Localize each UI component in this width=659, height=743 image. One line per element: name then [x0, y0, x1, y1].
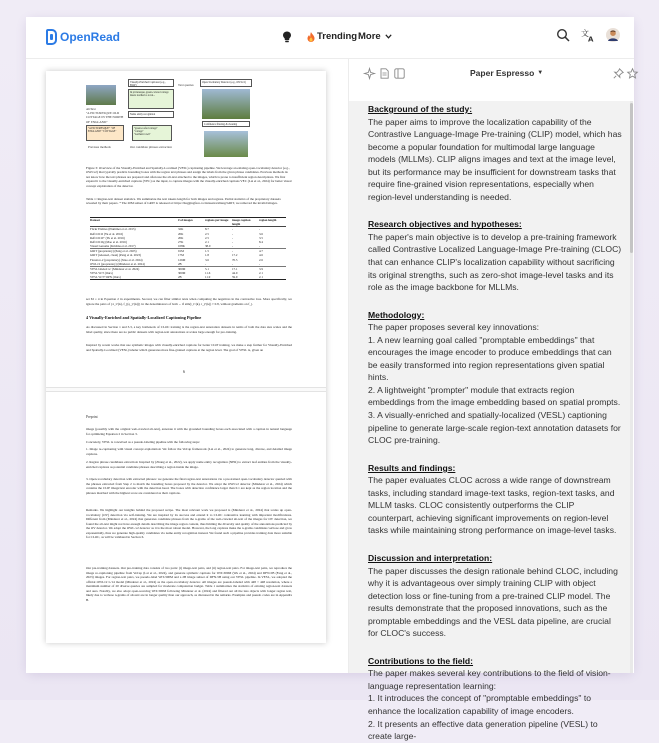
- table-cell: 17M: [178, 253, 184, 258]
- table-cell: -: [259, 227, 261, 232]
- search-icon[interactable]: [556, 28, 570, 42]
- table-cell: 5.1: [205, 266, 209, 271]
- table-cell: 3.6: [205, 257, 209, 262]
- trending-label: Trending: [317, 31, 358, 42]
- table-cell: -: [259, 244, 261, 249]
- alttext-caption: "A PICTURESQUE OLD COTTAGE IN THE NORTH OF ENGLAND": [86, 111, 124, 124]
- query-phrase-3: "northern town": [134, 133, 151, 137]
- table-cell: RefCOCOg (Mao et al. 2016): [90, 239, 127, 244]
- table-cell: 17.2: [232, 253, 238, 258]
- summary-section-title: Contributions to the field:: [368, 655, 474, 666]
- svg-text:A: A: [588, 35, 594, 44]
- table-cell: 2.1: [205, 239, 209, 244]
- summary-section-body: The paper proposes several key innovations: 1. A new learning goal called "promptable embeddings" that encourages the image encoder to produce embeddings that can be easily transformed into region representations given spatial hints. 2. A lightweight "prompter" module that extracts region embeddings from the image embedding based on spatial prompts. 3. A visually-enriched and spatially-localized (VESL) captioning pipeline to generate large-scale region-text annotation datasets for CLOC pre-training.: [368, 322, 621, 446]
- remarks-paragraph: Remarks. We highlight our insights behind the proposed recipe. The most relevant work we proposed is (Minderer et al., 2024) that scales up open-vocabulary (OV) detection via self-training. We are inspired by its success and extend it to CLOC contrastive learning with important modifications. Different from (Minderer et al., 2024) that generates candidate phrases from the n-grams of the web-crawled alt-text of the images for OV detection, we found the alt-text might not have enough details describing the image region content, thus limiting the diversity and quality of the annotations predicted by the OV detector. We adopt the OWL-v2 detector as it is the most robust model. However, the long captions make the n-grams candidates verbose and grow exponentially, thus we generate high-quality candidates via name entity recognition instead. We found such a pipeline provides training data more suitable for CLOC, as will be validated in Section 6.: [86, 508, 292, 540]
- table-cell: 44.9: [232, 271, 238, 276]
- star-icon[interactable]: [627, 68, 638, 79]
- table-cell: 11.9: [205, 275, 211, 280]
- table-header-row: [90, 218, 286, 227]
- table-cell: RefCOCO+ (Yu et al. 2016): [90, 235, 125, 240]
- flame-icon: [307, 32, 315, 42]
- table-cell: 17.1: [232, 266, 238, 271]
- section-4-paragraph-1: As discussed in Section 1 and 3.3, a key bottleneck of CLOC training is the region-text annotation datasets in terms of both the data size scales and the label quality, since there are no public datasets with region-text annotations at scales large enough for pre-training.: [86, 325, 292, 334]
- alttext-label: AltText: [86, 107, 96, 111]
- summary-section-title: Background of the study:: [368, 104, 473, 114]
- app-name: OpenRead: [60, 30, 121, 44]
- summary-section-body: The paper makes several key contributions to the field of vision-language representation learning: 1. It introduces the concept of "promptable embeddings" to enhance the localization capability of image encoders. 2. It presents an effective data generation pipeline (VESL) to create large-: [368, 668, 611, 742]
- pdf-page: [46, 71, 326, 643]
- table-cell: 11.6: [205, 271, 211, 276]
- summary-style-label: Paper Espresso: [470, 68, 535, 78]
- app-window: [26, 17, 634, 742]
- figure-photo-thumbnail: [86, 85, 116, 105]
- previous-methods-label: Previous methods: [88, 145, 111, 149]
- table-cell: Visual Genome (Krishna et al. 2017): [90, 244, 136, 249]
- query-phrases-box: [132, 125, 172, 141]
- vesl-step-1: 1. Image re-captioning with visual concept exploitation: We follow the VeCap framework (Lai et al., 2024) to generate long, diverse, and detailed image captions.: [86, 447, 292, 456]
- table-cell: VESL W/T (Ours): [90, 271, 113, 276]
- table-cell: 2B: [178, 275, 182, 280]
- table-cell: VESL labeled w/ (Minderer et al. 2024): [90, 266, 140, 271]
- table-cell: 126M: [178, 257, 186, 262]
- table-header-cell: region length: [259, 218, 277, 222]
- detector-box: Open-Vocabulary Detector (e.g., OWLv2): [200, 79, 252, 87]
- table-cell: 300M: [178, 271, 186, 276]
- table-cell: 300M: [178, 266, 186, 271]
- table-cell: -: [205, 261, 207, 266]
- table-header-cell: regions per image: [205, 218, 229, 222]
- scrollbar-thumb[interactable]: [630, 103, 633, 253]
- ours-label: Our candidate phrases extraction: [130, 145, 172, 149]
- table-header-cell: image caption length: [232, 218, 251, 227]
- table-header-cell: # of images: [178, 218, 193, 222]
- table-cell: 8.4: [259, 239, 263, 244]
- summary-style-dropdown[interactable]: [470, 68, 543, 78]
- collapse-panel-icon[interactable]: [394, 68, 405, 79]
- table-cell: 2.1: [259, 275, 263, 280]
- table-cell: 70.5: [232, 257, 238, 262]
- summary-section-body: The paper's main objective is to develop a pre-training framework called Contrastive Localized Language-Image Pre-training (CLOC) that can enhance CLIP's localization capability without sacrificing its original strengths, such as zero-shot image-level tasks and its role as the image backbone for MLLMs.: [368, 231, 622, 293]
- table-cell: 20K: [178, 235, 184, 240]
- table-row: [90, 275, 286, 279]
- ner-box: Name entity recognition: [128, 111, 174, 118]
- chevron-down-icon: [385, 34, 392, 39]
- table-cell: Florence-2 (proprietary) (Xiao et al. 2024): [90, 257, 143, 262]
- section-4-heading: 4 Visually-Enriched and Spatially-Localized Captioning Pipeline: [86, 315, 202, 320]
- table-cell: -: [232, 261, 234, 266]
- more-label: More: [358, 31, 381, 42]
- table-row: [90, 262, 286, 266]
- summary-content[interactable]: [349, 101, 632, 742]
- figure-detected-photo: [202, 89, 250, 119]
- summary-section-title: Discussion and interpretation:: [368, 552, 493, 563]
- table-cell: 4.6: [259, 253, 263, 258]
- table-cell: -: [259, 261, 261, 266]
- confidence-box: Confidence filtering & cleaning: [202, 121, 250, 127]
- trending-nav-link[interactable]: [307, 31, 357, 42]
- table-cell: 38.0: [205, 244, 211, 249]
- openread-logo[interactable]: [46, 29, 120, 45]
- table-cell: -: [232, 227, 234, 232]
- table-1: [90, 217, 286, 280]
- table-cell: 27K: [178, 239, 184, 244]
- figure-3-caption: Figure 3: Overview of the Visually-Enriched and Spatially-Localized (VESL) captioning pipeline. We leverage an existing open-vocabulary detector (e.g., OWLv2) that typically predicts bounding boxes with the region text phrases and assign the labels from the given phrase candidates. Previous methods do not know how the text phrases are prepared and often use the alt-text attached to the images, which is prone to insufficient region descriptions. We first expand it to the visually-enriched captions (VEC) as the input, to capture images with the visually-enriched captions VEC (Lai et al., 2024) for better visual concept exploitation of the detector.: [86, 166, 292, 188]
- table-cell: GRIT (proprietary) (Peng et al. 2023): [90, 249, 137, 254]
- table-cell: 2B: [178, 261, 182, 266]
- table-cell: -: [232, 231, 234, 236]
- table-cell: -: [232, 239, 234, 244]
- previous-tags-box: "A PICTURESQUE" "OF ENGLAND" "COTTAGE": [86, 125, 124, 141]
- translate-icon[interactable]: [581, 28, 595, 42]
- table-header-cell: Dataset: [90, 218, 100, 222]
- svg-text:文: 文: [581, 29, 589, 38]
- section-4-paragraph-2: Inspired by recent works that use synthetic images with visually-enriched captions for better CLIP training, we make a step further for Visually-Enriched and Spatially-Localized (VESL) labeler which generates more fine-grained captions at the region level. The goal of VESL is, given an: [86, 343, 292, 352]
- table-cell: 2.5: [205, 231, 209, 236]
- table-cell: 20K: [178, 231, 184, 236]
- lightbulb-icon[interactable]: [282, 31, 292, 43]
- table-cell: 2.6: [259, 257, 263, 262]
- table-cell: 3.6: [259, 231, 263, 236]
- openread-logo-icon: [46, 29, 57, 45]
- page-separator: [46, 387, 326, 392]
- header-actions: [556, 28, 620, 42]
- pin-icon[interactable]: [613, 68, 624, 79]
- text-queries-label: Text queries: [178, 83, 194, 87]
- document-icon[interactable]: [379, 68, 390, 79]
- paragraph-equation-m: set M = 4 in Equation 2 in experiments. Second, we can filter similar texts when computing the negatives in the contrastive loss. More specifically, we ignore the pairs of {z_i^(k), f_j(q_j^(k))} in the denominators of both ... if sim(t_i^(k), t_j^(k)) > 0.8, without gradients on f_j.: [86, 297, 292, 306]
- vesl-step-3: 3. Open-vocabulary detection with extracted phrases: we generate the final region-text annotations via a pre-trained open-vocabulary detector queried with the phrases extracted from Step 2 to match the bounding boxes proposed by the detector. We adopt the OWLv2 detector (Minderer et al., 2024) which contains the CLIP image/text encoder with the detection head. The boxes with detection confidence larger than 0.1 are kept as the region location and the phrases matched with the highest score are considered as their captions.: [86, 477, 292, 495]
- summary-section-title: Methodology:: [368, 309, 425, 320]
- vesl-step-2: 2. Region phrase candidates extraction: Inspired by (Zhang et al., 2022), we apply name entity recognition (NER) to extract leaf entities from the visually-enriched captions as potential candidate phrases describing a region inside the image.: [86, 460, 292, 469]
- figure-3: [86, 79, 286, 161]
- page-number: 6: [183, 369, 185, 374]
- top-navbar: [26, 17, 634, 59]
- page-7-concretely: Concretely, VESL is conceived as a pseudo-labeling pipeline with the following steps:: [86, 440, 200, 444]
- table-cell: 4.7: [259, 249, 263, 254]
- caret-down-icon: ▼: [537, 70, 544, 76]
- page-7-intro: image (possibly with the original web-crawled alt-text), annotate it with the grounded bounding boxes each associated with a caption in natural language for optimizing Equation 2 in Section 3.: [86, 427, 292, 436]
- summary-toolbar: [349, 59, 634, 87]
- table-cell: VESL W/T+OPN (Ours): [90, 275, 121, 280]
- table-1-caption: Table 1: Region-text dataset statistics. We summarize the text tokens length for both images and regions. Partial statistics of the proprietary datasets revealed by their papers. * The 20M subset of GRIT is released at: https://huggingface.co/datasets/zzliang/GRIT, we removed the invalid images.: [86, 197, 281, 206]
- preprint-header: Preprint: [86, 415, 98, 419]
- summary-section-body: The paper evaluates CLOC across a wide range of downstream tasks, including standard image-text tasks, region-text tasks, and MLLM tasks. CLOC consistently outperforms the CLIP counterpart, achieving significant improvements on region-level tasks while maintaining strong performance on image-level tasks.: [368, 475, 617, 536]
- table-cell: GRIT (released, clean) (Peng et al. 2023): [90, 253, 141, 258]
- table-cell: 3.9: [259, 266, 263, 271]
- enriched-caption-box: In picturesque, green-colored cottage meets northern a town...: [128, 89, 174, 109]
- table-cell: 108K: [178, 244, 185, 249]
- table-cell: 2.1: [259, 271, 263, 276]
- table-cell: -: [232, 249, 234, 254]
- sparkle-icon[interactable]: [364, 68, 375, 79]
- table-cell: Flickr Entities (Plummer et al. 2015): [90, 227, 136, 232]
- table-cell: 1.5: [205, 249, 209, 254]
- table-cell: -: [232, 244, 234, 249]
- captioner-box: Visually-Enriched Captioner (e.g., BLIP): [128, 79, 174, 87]
- table-cell: 59.9: [232, 275, 238, 280]
- pdf-viewer[interactable]: [26, 59, 348, 673]
- query-phrase-1: "green-roofed cottage": [134, 127, 158, 130]
- summary-section-title: Research objectives and hypotheses:: [368, 219, 522, 230]
- table-cell: OWLv2 (proprietary) (Minderer et al. 2024): [90, 261, 145, 266]
- table-cell: 2.5: [205, 235, 209, 240]
- summary-section-body: The paper aims to improve the localization capability of the Contrastive Language-Image Pre-training (CLIP) model, which has become a popular foundation for multimodal large language models (MLLMs). CLIP aligns images and text at the image level, but its performance may be insufficient for downstream tasks that require fine-grained vision representations, especially when region-level understanding is needed.: [368, 116, 622, 202]
- query-phrase-2: "cottage": [134, 130, 144, 134]
- table-row: [90, 244, 286, 248]
- figure-result-photo: [204, 131, 248, 157]
- table-cell: -: [232, 235, 234, 240]
- more-menu-button[interactable]: [358, 31, 392, 42]
- summary-section-title: Results and findings:: [368, 462, 456, 473]
- pretraining-datasets-paragraph: Our pre-training datasets. Our pre-training data consists of two parts: (i) image-text pairs, and (ii) region-text pairs. For image-text pairs, we reproduce the image re-captioning pipeline from VeCap (Lai et al., 2024), and generate synthetic captions for WiT-300M (Wu et al., 2024) and DFN-5B (Fang et al., 2023) images. For region-text pairs, we pseudo-label WiT-300M and a 2B image subset of DFN-5B using our VESL pipeline. In VESL, we adopted the official OWLv2 L/14 model (Minderer et al., 2024) as the open-vocabulary detector. All images are pseudo-labeled with 448 × 448 resolution, where a maximum number of 20 diverse queries are sampled for moderate computation budget. Table 1 summarizes the statistics of existing region-text datasets and ours. Notably, we also adopt open-sourcing WiT-300M following Minderer et al. (2024) and filtered out all the less objects with longer region text, likely due to verbose n-grams of alt-text are in longer quality than our approach, as discussed in the remarks. Examples and pseudo codes are in Appendix B.: [86, 566, 292, 602]
- summary-panel: [348, 59, 634, 742]
- user-avatar[interactable]: [606, 28, 620, 42]
- table-cell: 8.7: [205, 227, 209, 232]
- table-cell: 32K: [178, 227, 184, 232]
- table-cell: RefCOCO (Yu et al. 2016): [90, 231, 124, 236]
- summary-section-body: The paper discusses the design rationale behind CLOC, including why it is advantageous over simply training CLIP with object detection loss or fine-tuning from a pre-trained CLIP model. The results demonstrate that the proposed innovations, such as the promptable embeddings and the VESL data pipeline, are crucial for CLOC's success.: [368, 565, 618, 639]
- table-cell: 1.8: [205, 253, 209, 258]
- table-cell: 91M: [178, 249, 184, 254]
- table-cell: 3.5: [259, 235, 263, 240]
